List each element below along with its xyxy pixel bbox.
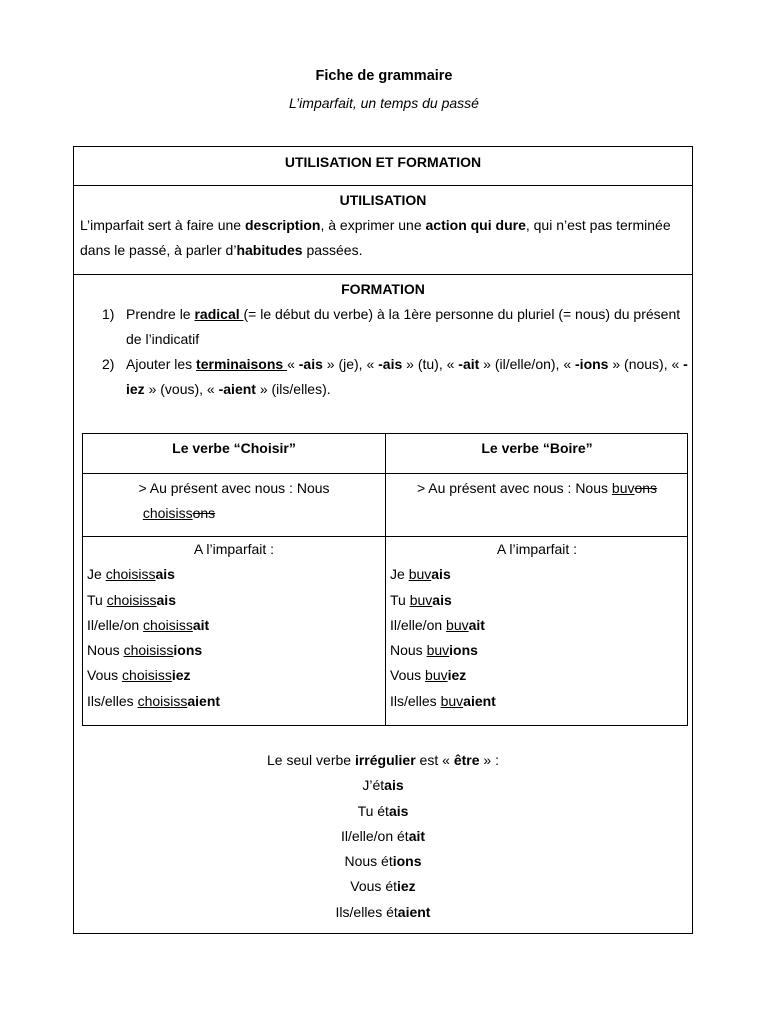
- formation-heading: FORMATION: [341, 281, 425, 297]
- list-number: 1): [102, 306, 115, 322]
- conjugation-row: Vous étiez: [350, 878, 416, 895]
- conjugation-row: Ils/elles choisissaient: [87, 692, 221, 709]
- conjugation-row: J’étais: [362, 777, 404, 794]
- imparfait-boire: A l’imparfait : Je buvais Tu buvais Il/elle/on buvait Nous buvions Vous buviez Ils/elles buvaient: [386, 537, 688, 714]
- section-header-row: [74, 147, 692, 186]
- conjugation-row: Ils/elles étaient: [335, 903, 431, 920]
- conjugation-row: Il/elle/on choisissait: [87, 616, 210, 633]
- verb-header-boire: Le verbe “Boire”: [481, 440, 593, 456]
- conjugation-row: Tu étais: [357, 802, 409, 819]
- irregular-intro: Le seul verbe irrégulier est « être » :: [267, 752, 499, 768]
- irregular-section: [74, 748, 692, 925]
- conjugation-row: Nous buvions: [390, 642, 478, 659]
- conjugation-row: Tu choisissais: [87, 591, 176, 608]
- conjugation-row: Je choisissais: [87, 566, 175, 583]
- conjugation-row: Nous étions: [344, 853, 422, 870]
- conjugation-row: Vous choisissiez: [87, 667, 191, 684]
- list-number: 2): [102, 356, 115, 372]
- conjugation-row: Nous choisissions: [87, 642, 203, 659]
- present-choisir: > Au présent avec nous : Nous choisissons: [138, 480, 330, 521]
- list-text: Ajouter les terminaisons « -ais » (je), « -ais » (tu), « -ait » (il/elle/on), « -ions » (nous), « -iez » (vous), « -aient » (ils/elles).: [126, 356, 688, 397]
- conjugation-row: Tu buvais: [390, 591, 452, 608]
- page-subtitle: L’imparfait, un temps du passé: [289, 95, 479, 111]
- utilisation-text: L’imparfait sert à faire une description, à exprimer une action qui dure, qui n’est pas terminée dans le passé, à parler d’habitudes passées.: [80, 217, 671, 258]
- conjugation-row: Il/elle/on buvait: [390, 616, 485, 633]
- section-header: UTILISATION ET FORMATION: [284, 154, 482, 170]
- conjugation-row: Vous buviez: [390, 667, 467, 684]
- grammar-table: [73, 146, 693, 934]
- conjugation-row: Ils/elles buvaient: [390, 692, 496, 709]
- verb-header-choisir: Le verbe “Choisir”: [172, 440, 296, 456]
- conjugation-row: Je buvais: [390, 566, 451, 583]
- conjugation-row: Il/elle/on était: [340, 827, 426, 844]
- present-boire: > Au présent avec nous : Nous buvons: [416, 480, 658, 496]
- utilisation-row: [74, 186, 692, 275]
- verb-table: [82, 433, 688, 726]
- formation-row: [74, 275, 692, 933]
- page-title: Fiche de grammaire: [315, 68, 453, 84]
- list-text: Prendre le radical (= le début du verbe) à la 1ère personne du pluriel (= nous) du présent de l’indicatif: [126, 306, 681, 347]
- utilisation-heading: UTILISATION: [339, 192, 427, 208]
- imparfait-choisir: A l’imparfait : Je choisissais Tu choisissais Il/elle/on choisissait Nous choisissions Vous choisissiez Ils/elles choisissaient: [83, 537, 385, 714]
